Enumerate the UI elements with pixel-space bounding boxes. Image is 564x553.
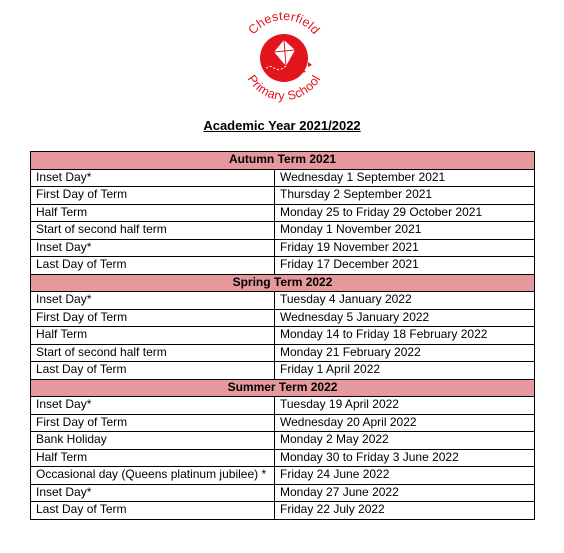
date-cell: Monday 25 to Friday 29 October 2021 bbox=[275, 204, 535, 222]
date-cell: Wednesday 5 January 2022 bbox=[275, 309, 535, 327]
logo-text-bottom: Primary School bbox=[244, 72, 324, 104]
event-cell: Half Term bbox=[31, 449, 275, 467]
term-header-row bbox=[31, 274, 535, 292]
table-row bbox=[31, 484, 535, 502]
table-row bbox=[31, 169, 535, 187]
table-row bbox=[31, 292, 535, 310]
date-cell: Tuesday 19 April 2022 bbox=[275, 397, 535, 415]
table-row bbox=[31, 432, 535, 450]
event-cell: Half Term bbox=[31, 327, 275, 345]
date-cell: Friday 22 July 2022 bbox=[275, 502, 535, 520]
event-cell: Bank Holiday bbox=[31, 432, 275, 450]
term-dates-table bbox=[30, 151, 535, 520]
event-cell: First Day of Term bbox=[31, 414, 275, 432]
date-cell: Monday 14 to Friday 18 February 2022 bbox=[275, 327, 535, 345]
event-cell: Occasional day (Queens platinum jubilee) * bbox=[31, 467, 275, 485]
table-row bbox=[31, 362, 535, 380]
date-cell: Friday 17 December 2021 bbox=[275, 257, 535, 275]
table-row bbox=[31, 187, 535, 205]
table-row bbox=[31, 449, 535, 467]
table-row bbox=[31, 239, 535, 257]
page-title: Academic Year 2021/2022 bbox=[203, 118, 361, 133]
term-name: Spring Term 2022 bbox=[31, 274, 535, 292]
event-cell: Half Term bbox=[31, 204, 275, 222]
event-cell: Inset Day* bbox=[31, 169, 275, 187]
table-row bbox=[31, 414, 535, 432]
event-cell: Last Day of Term bbox=[31, 502, 275, 520]
term-header-row bbox=[31, 152, 535, 170]
date-cell: Friday 24 June 2022 bbox=[275, 467, 535, 485]
date-cell: Wednesday 1 September 2021 bbox=[275, 169, 535, 187]
table-row bbox=[31, 502, 535, 520]
event-cell: First Day of Term bbox=[31, 187, 275, 205]
date-cell: Friday 1 April 2022 bbox=[275, 362, 535, 380]
date-cell: Monday 30 to Friday 3 June 2022 bbox=[275, 449, 535, 467]
term-header-row bbox=[31, 379, 535, 397]
logo-text-top: Chesterfield bbox=[245, 8, 323, 38]
table-row bbox=[31, 309, 535, 327]
date-cell: Wednesday 20 April 2022 bbox=[275, 414, 535, 432]
date-cell: Thursday 2 September 2021 bbox=[275, 187, 535, 205]
event-cell: Inset Day* bbox=[31, 292, 275, 310]
table-row bbox=[31, 467, 535, 485]
date-cell: Monday 27 June 2022 bbox=[275, 484, 535, 502]
table-row bbox=[31, 327, 535, 345]
school-logo bbox=[232, 2, 336, 108]
date-cell: Friday 19 November 2021 bbox=[275, 239, 535, 257]
event-cell: Inset Day* bbox=[31, 239, 275, 257]
event-cell: Inset Day* bbox=[31, 397, 275, 415]
svg-text:Chesterfield bbox=[245, 9, 322, 37]
event-cell: First Day of Term bbox=[31, 309, 275, 327]
date-cell: Monday 21 February 2022 bbox=[275, 344, 535, 362]
table-row bbox=[31, 257, 535, 275]
event-cell: Inset Day* bbox=[31, 484, 275, 502]
event-cell: Start of second half term bbox=[31, 344, 275, 362]
event-cell: Start of second half term bbox=[31, 222, 275, 240]
date-cell: Monday 2 May 2022 bbox=[275, 432, 535, 450]
table-row bbox=[31, 344, 535, 362]
table-row bbox=[31, 204, 535, 222]
table-row bbox=[31, 222, 535, 240]
date-cell: Monday 1 November 2021 bbox=[275, 222, 535, 240]
date-cell: Tuesday 4 January 2022 bbox=[275, 292, 535, 310]
term-name: Autumn Term 2021 bbox=[31, 152, 535, 170]
table-row bbox=[31, 397, 535, 415]
term-name: Summer Term 2022 bbox=[31, 379, 535, 397]
event-cell: Last Day of Term bbox=[31, 362, 275, 380]
event-cell: Last Day of Term bbox=[31, 257, 275, 275]
